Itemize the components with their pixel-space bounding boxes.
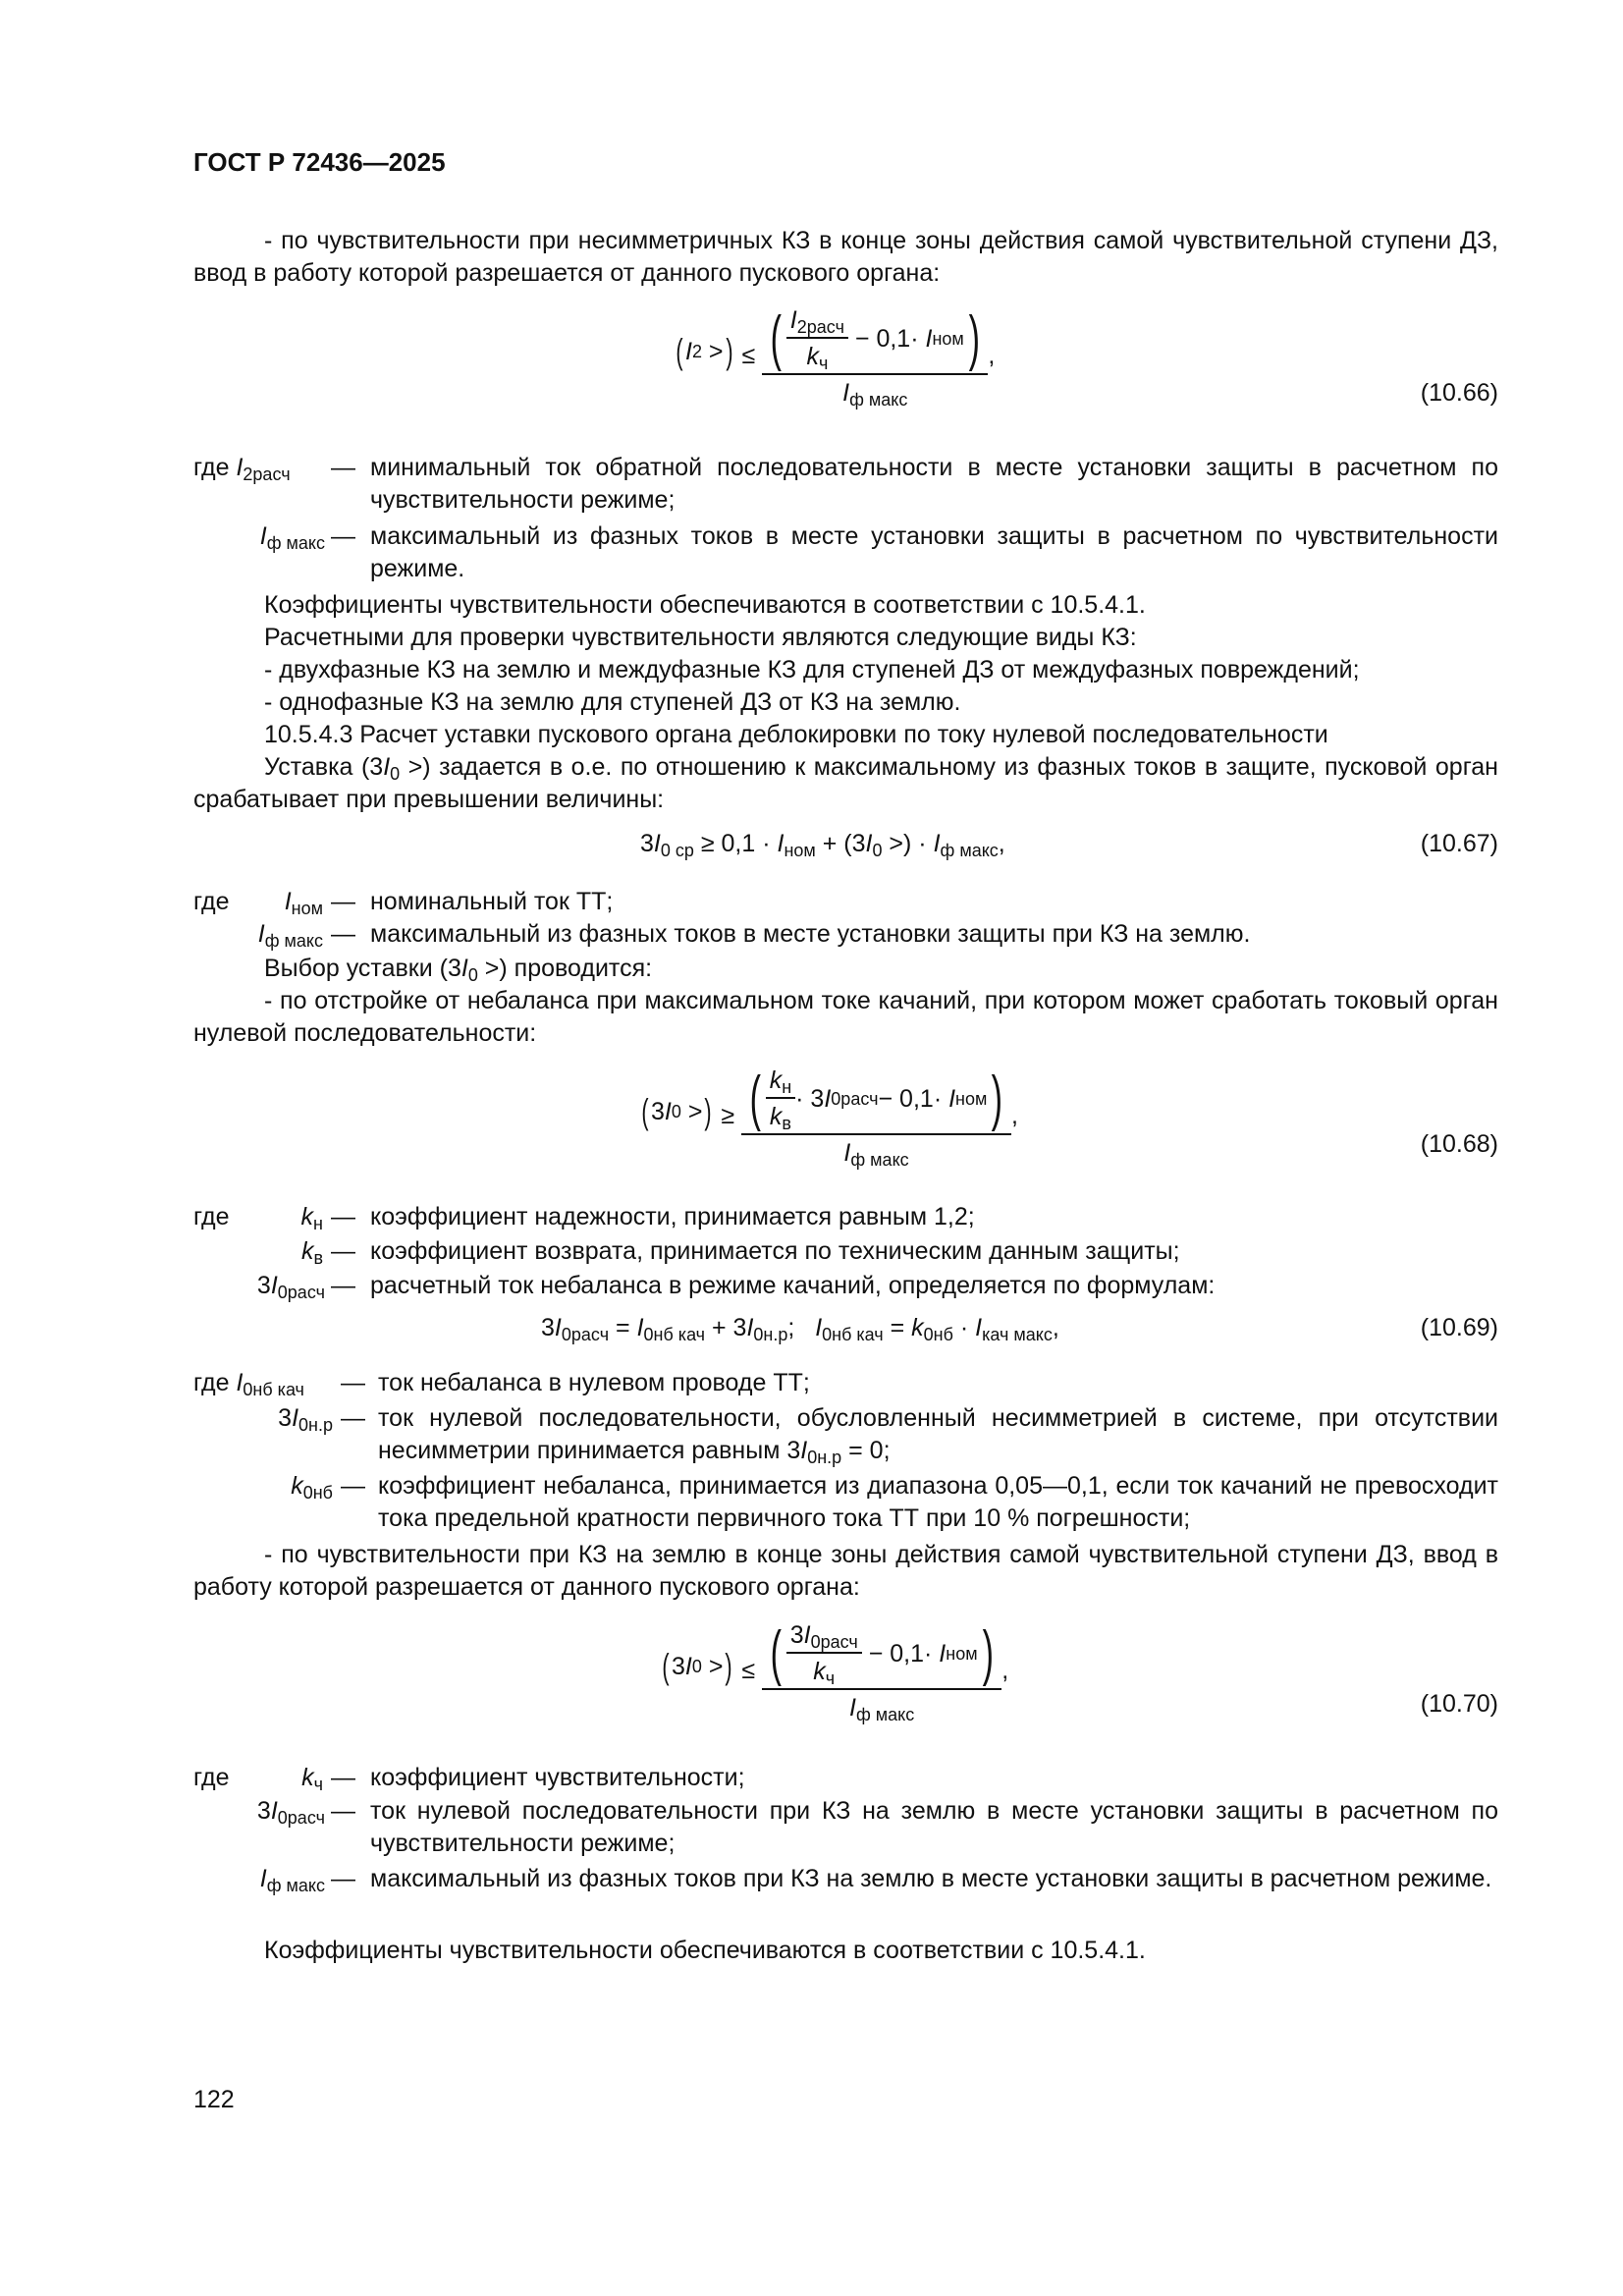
section-heading: 10.5.4.3 Расчет уставки пускового органа деблокировки по току нулевой последовательности: [264, 721, 1328, 748]
page-number: 122: [193, 2086, 235, 2113]
formula-10-69: $3I_{0расч} = I_{0нб кач} + 3I_{0н.р}$; $I_{0нб кач} = k_{0нб} \cdot I_{кач макс}$,: [541, 1314, 1059, 1344]
where-label: где: [193, 1203, 230, 1230]
definition-text: расчетный ток небаланса в режиме качаний, определяется по формулам:: [370, 1272, 1216, 1299]
definition-term: $k_н$: [300, 1203, 323, 1233]
definition-row: $3I_{0расч}$ — расчетный ток небаланса в режиме качаний, определяется по формулам:: [193, 1270, 1498, 1302]
definition-text: ток нулевой последовательности при КЗ на землю в месте установки защиты в расчетном по чувствительности режиме;: [370, 1797, 1498, 1857]
definition-row: $3I_{0расч}$ — ток нулевой последовательности при КЗ на землю в месте установки защиты в расчетном по чувствительности режиме;: [193, 1795, 1498, 1860]
definition-text: коэффициент небаланса, принимается из диапазона 0,05—0,1, если ток качаний не превосходит тока предельной кратности первичного тока ТТ при 10 % погрешности;: [378, 1472, 1498, 1532]
definition-text: коэффициент надежности, принимается равным 1,2;: [370, 1203, 975, 1230]
definition-text: коэффициент чувствительности;: [370, 1764, 745, 1791]
definition-term: $k_ч$: [301, 1764, 323, 1794]
document-header: ГОСТ Р 72436—2025: [193, 147, 446, 177]
text-paragraph: Уставка ($3I_0$ >) задается в о.е. по отношению к максимальному из фазных токов в защите, пусковой орган срабатывает при превышении величины:: [193, 753, 1498, 813]
definition-text: максимальный из фазных токов в месте установки защиты в расчетном по чувствительности режиме.: [370, 522, 1498, 582]
definition-term: $3I_{0расч}$: [256, 1272, 325, 1302]
text-line: - однофазные КЗ на землю для ступеней ДЗ от КЗ на землю.: [264, 688, 961, 716]
text-line: Коэффициенты чувствительности обеспечиваются в соответствии с 10.5.4.1.: [264, 591, 1146, 619]
intro-paragraph: - по чувствительности при несимметричных КЗ в конце зоны действия самой чувствительной ступени ДЗ, ввод в работу которой разрешается от данного пускового органа:: [193, 227, 1498, 287]
equation-number: (10.69): [1420, 1314, 1498, 1341]
definition-text: коэффициент возврата, принимается по техническим данным защиты;: [370, 1237, 1180, 1265]
formula-10-66: ( I 2 > ) ≤ ( $\frac{I_{2расч}}{k_ч}$ − 0,1· I ном ) $I_{ф макс}$ ,: [676, 304, 996, 410]
definition-term: где $I_{2расч}$: [193, 454, 291, 484]
definition-term: $k_в$: [300, 1237, 323, 1268]
formula-10-68: ( 3 I 0 > ) ≥ ( $\frac{k_н}{k_в}$ · 3 I 0расч − 0,1· I ном ) $I_{ф макс}$ ,: [641, 1065, 1018, 1170]
definition-row: где $I_{0нб кач}$ — ток небаланса в нулевом проводе ТТ;: [193, 1367, 1498, 1399]
equation-number: (10.66): [1420, 379, 1498, 407]
definition-row: где $k_н$ — коэффициент надежности, принимается равным 1,2;: [193, 1201, 1498, 1233]
definition-term: $I_{ф макс}$: [259, 522, 325, 553]
formula-10-70: ( 3 I 0 > ) ≤ ( $\frac{3I_{0расч}}{k_ч}$ − 0,1· I ном ) $I_{ф макс}$ ,: [662, 1619, 1009, 1724]
definition-term: $I_{ф макс}$: [259, 1865, 325, 1895]
definition-term: $3I_{0н.р}$: [278, 1404, 333, 1435]
definition-text: минимальный ток обратной последовательности в месте установки защиты в расчетном по чувствительности режиме;: [370, 454, 1498, 514]
text-paragraph: - по чувствительности при КЗ на землю в конце зоны действия самой чувствительной ступени ДЗ, ввод в работу которой разрешается от данного пускового органа:: [193, 1541, 1498, 1601]
text-line: Выбор уставки ($3I_0$ >) проводится:: [264, 955, 653, 985]
definition-text: максимальный из фазных токов в месте установки защиты при КЗ на землю.: [370, 920, 1251, 948]
definition-row: $k_в$ — коэффициент возврата, принимается по техническим данным защиты;: [193, 1235, 1498, 1268]
equation-number: (10.70): [1420, 1690, 1498, 1718]
definition-term: $I_{ном}$: [284, 888, 323, 918]
definition-text: ток небаланса в нулевом проводе ТТ;: [378, 1369, 810, 1396]
definition-text: максимальный из фазных токов при КЗ на землю в месте установки защиты в расчетном режиме.: [370, 1865, 1492, 1892]
definition-row: $3I_{0н.р}$ — ток нулевой последовательности, обусловленный несимметрией в системе, при отсутствии несимметрии принимается равным $3I_{0н.р} = 0$;: [193, 1402, 1498, 1467]
formula-10-67: $3I_{0 ср} \ge 0,1 \cdot I_{ном} + (3I_0$ >) · $I_{ф макс}$,: [640, 830, 1005, 860]
text-line: - двухфазные КЗ на землю и междуфазные КЗ для ступеней ДЗ от междуфазных повреждений;: [264, 656, 1360, 683]
definition-term: $k_{0нб}$: [291, 1472, 333, 1503]
definition-row: $I_{ф макс}$ — максимальный из фазных токов при КЗ на землю в месте установки защиты в расчетном режиме.: [193, 1863, 1498, 1928]
definition-row: где $I_{2расч}$ — минимальный ток обратной последовательности в месте установки защиты в расчетном по чувствительности режиме;: [193, 452, 1498, 520]
text-line: Коэффициенты чувствительности обеспечиваются в соответствии с 10.5.4.1.: [264, 1937, 1146, 1964]
where-label: где: [193, 1764, 230, 1791]
definition-term: где $I_{0нб кач}$: [193, 1369, 304, 1399]
definition-row: где $I_{ном}$ — номинальный ток ТТ;: [193, 886, 1498, 918]
definition-row: где $k_ч$ — коэффициент чувствительности;: [193, 1762, 1498, 1794]
definition-text: номинальный ток ТТ;: [370, 888, 614, 915]
equation-number: (10.68): [1420, 1130, 1498, 1158]
definition-text: ток нулевой последовательности, обусловленный несимметрией в системе, при отсутствии несимметрии принимается равным $3I_{0н.р} = 0$;: [378, 1404, 1498, 1467]
text-line: Расчетными для проверки чувствительности являются следующие виды КЗ:: [264, 624, 1137, 651]
equation-number: (10.67): [1420, 830, 1498, 857]
definition-row: $k_{0нб}$ — коэффициент небаланса, принимается из диапазона 0,05—0,1, если ток качаний не превосходит тока предельной кратности первичного тока ТТ при 10 % погрешности;: [193, 1470, 1498, 1535]
definition-row: $I_{ф макс}$ — максимальный из фазных токов в месте установки защиты при КЗ на землю.: [193, 918, 1498, 951]
where-label: где: [193, 888, 230, 915]
text-paragraph: - по отстройке от небаланса при максимальном токе качаний, при котором может сработать токовый орган нулевой последовательности:: [193, 987, 1498, 1047]
definition-term: $3I_{0расч}$: [256, 1797, 325, 1828]
definition-row: $I_{ф макс}$ — максимальный из фазных токов в месте установки защиты в расчетном по чувствительности режиме.: [193, 520, 1498, 589]
definition-term: $I_{ф макс}$: [257, 920, 323, 951]
